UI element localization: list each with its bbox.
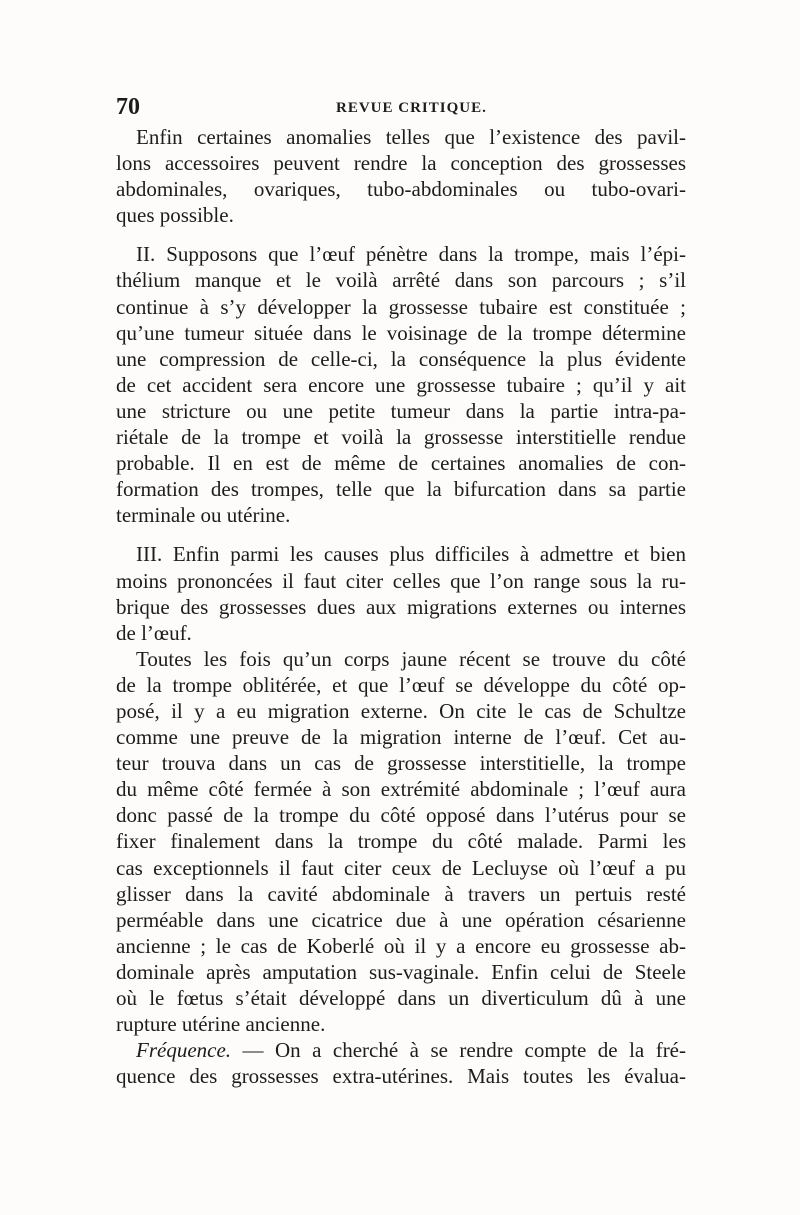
text-line: terminale ou utérine. [116, 503, 291, 528]
body-text [116, 124, 686, 1089]
text-line: ques possible. [116, 203, 234, 228]
paragraph-migrations [116, 646, 686, 1037]
text-line: de cet accident sera encore une grossesse tubaire ; qu’il y ait [116, 372, 686, 397]
running-head [116, 94, 686, 124]
text-line: II. Supposons que l’œuf pénètre dans la trompe, mais l’épi- [136, 242, 686, 267]
text-line: où le fœtus s’était développé dans un diverticulum dû à une [116, 986, 686, 1010]
journal-title: REVUE CRITIQUE. [336, 100, 487, 116]
text-line-segment: — On a cherché à se rendre compte de la fré- [231, 1038, 686, 1063]
paragraph-section-iii [116, 541, 686, 645]
text-line: thélium manque et le voilà arrêté dans son parcours ; s’il [116, 268, 686, 293]
text-line: moins prononcées il faut citer celles que l’on range sous la ru- [116, 568, 686, 593]
text-line: glisser dans la cavité abdominale à travers un pertuis resté [116, 881, 686, 906]
text-line: cas exceptionnels il faut citer ceux de Lecluyse où l’œuf a pu [116, 855, 686, 880]
section-heading-frequence: Fréquence. [136, 1038, 232, 1063]
text-line: donc passé de la trompe du côté opposé dans l’utérus pour se [116, 803, 686, 828]
text-line [116, 1037, 686, 1063]
text-line: une stricture ou une petite tumeur dans la partie intra-pa- [116, 398, 686, 423]
text-line: abdominales, ovariques, tubo-abdominales ou tubo-ovari- [116, 177, 686, 202]
text-line: fixer finalement dans la trompe du côté malade. Parmi les [116, 829, 686, 854]
text-line: teur trouva dans un cas de grossesse interstitielle, la trompe [116, 751, 686, 776]
text-line: du même côté fermée à son extrémité abdominale ; l’œuf aura [116, 777, 686, 802]
text-line: quence des grossesses extra-utérines. Mais toutes les évalua- [116, 1064, 686, 1089]
text-line: de l’œuf. [116, 620, 192, 645]
text-line: de la trompe oblitérée, et que l’œuf se développe du côté op- [116, 672, 686, 697]
text-line: III. Enfin parmi les causes plus difficiles à admettre et bien [136, 542, 686, 567]
text-line: Enfin certaines anomalies telles que l’existence des pavil- [136, 125, 686, 149]
paragraph-section-ii [116, 241, 686, 528]
text-line: continue à s’y développer la grossesse tubaire est constituée ; [116, 294, 686, 319]
text-line: rupture utérine ancienne. [116, 1012, 326, 1037]
text-line: une compression de celle-ci, la conséquence la plus évidente [116, 346, 686, 371]
text-line: lons accessoires peuvent rendre la conception des grossesses [116, 151, 686, 176]
text-line: Toutes les fois qu’un corps jaune récent se trouve du côté [136, 646, 686, 671]
text-line: comme une preuve de la migration interne de l’œuf. Cet au- [116, 725, 686, 750]
text-line: perméable dans une cicatrice due à une opération césarienne [116, 907, 686, 932]
page-number: 70 [116, 94, 140, 120]
text-line: ancienne ; le cas de Koberlé où il y a encore eu grossesse ab- [116, 933, 686, 958]
paragraph-frequence [116, 1037, 686, 1089]
text-line: posé, il y a eu migration externe. On cite le cas de Schultze [116, 698, 686, 723]
text-line: riétale de la trompe et voilà la grossesse interstitielle rendue [116, 425, 686, 450]
text-line: formation des trompes, telle que la bifurcation dans sa partie [116, 477, 686, 502]
text-line: probable. Il en est de même de certaines anomalies de con- [116, 451, 686, 476]
text-line: brique des grossesses dues aux migrations externes ou internes [116, 594, 686, 619]
text-line: qu’une tumeur située dans le voisinage de la trompe détermine [116, 320, 686, 345]
paragraph-pavillons [116, 124, 686, 228]
text-line: dominale après amputation sus-vaginale. Enfin celui de Steele [116, 959, 686, 984]
